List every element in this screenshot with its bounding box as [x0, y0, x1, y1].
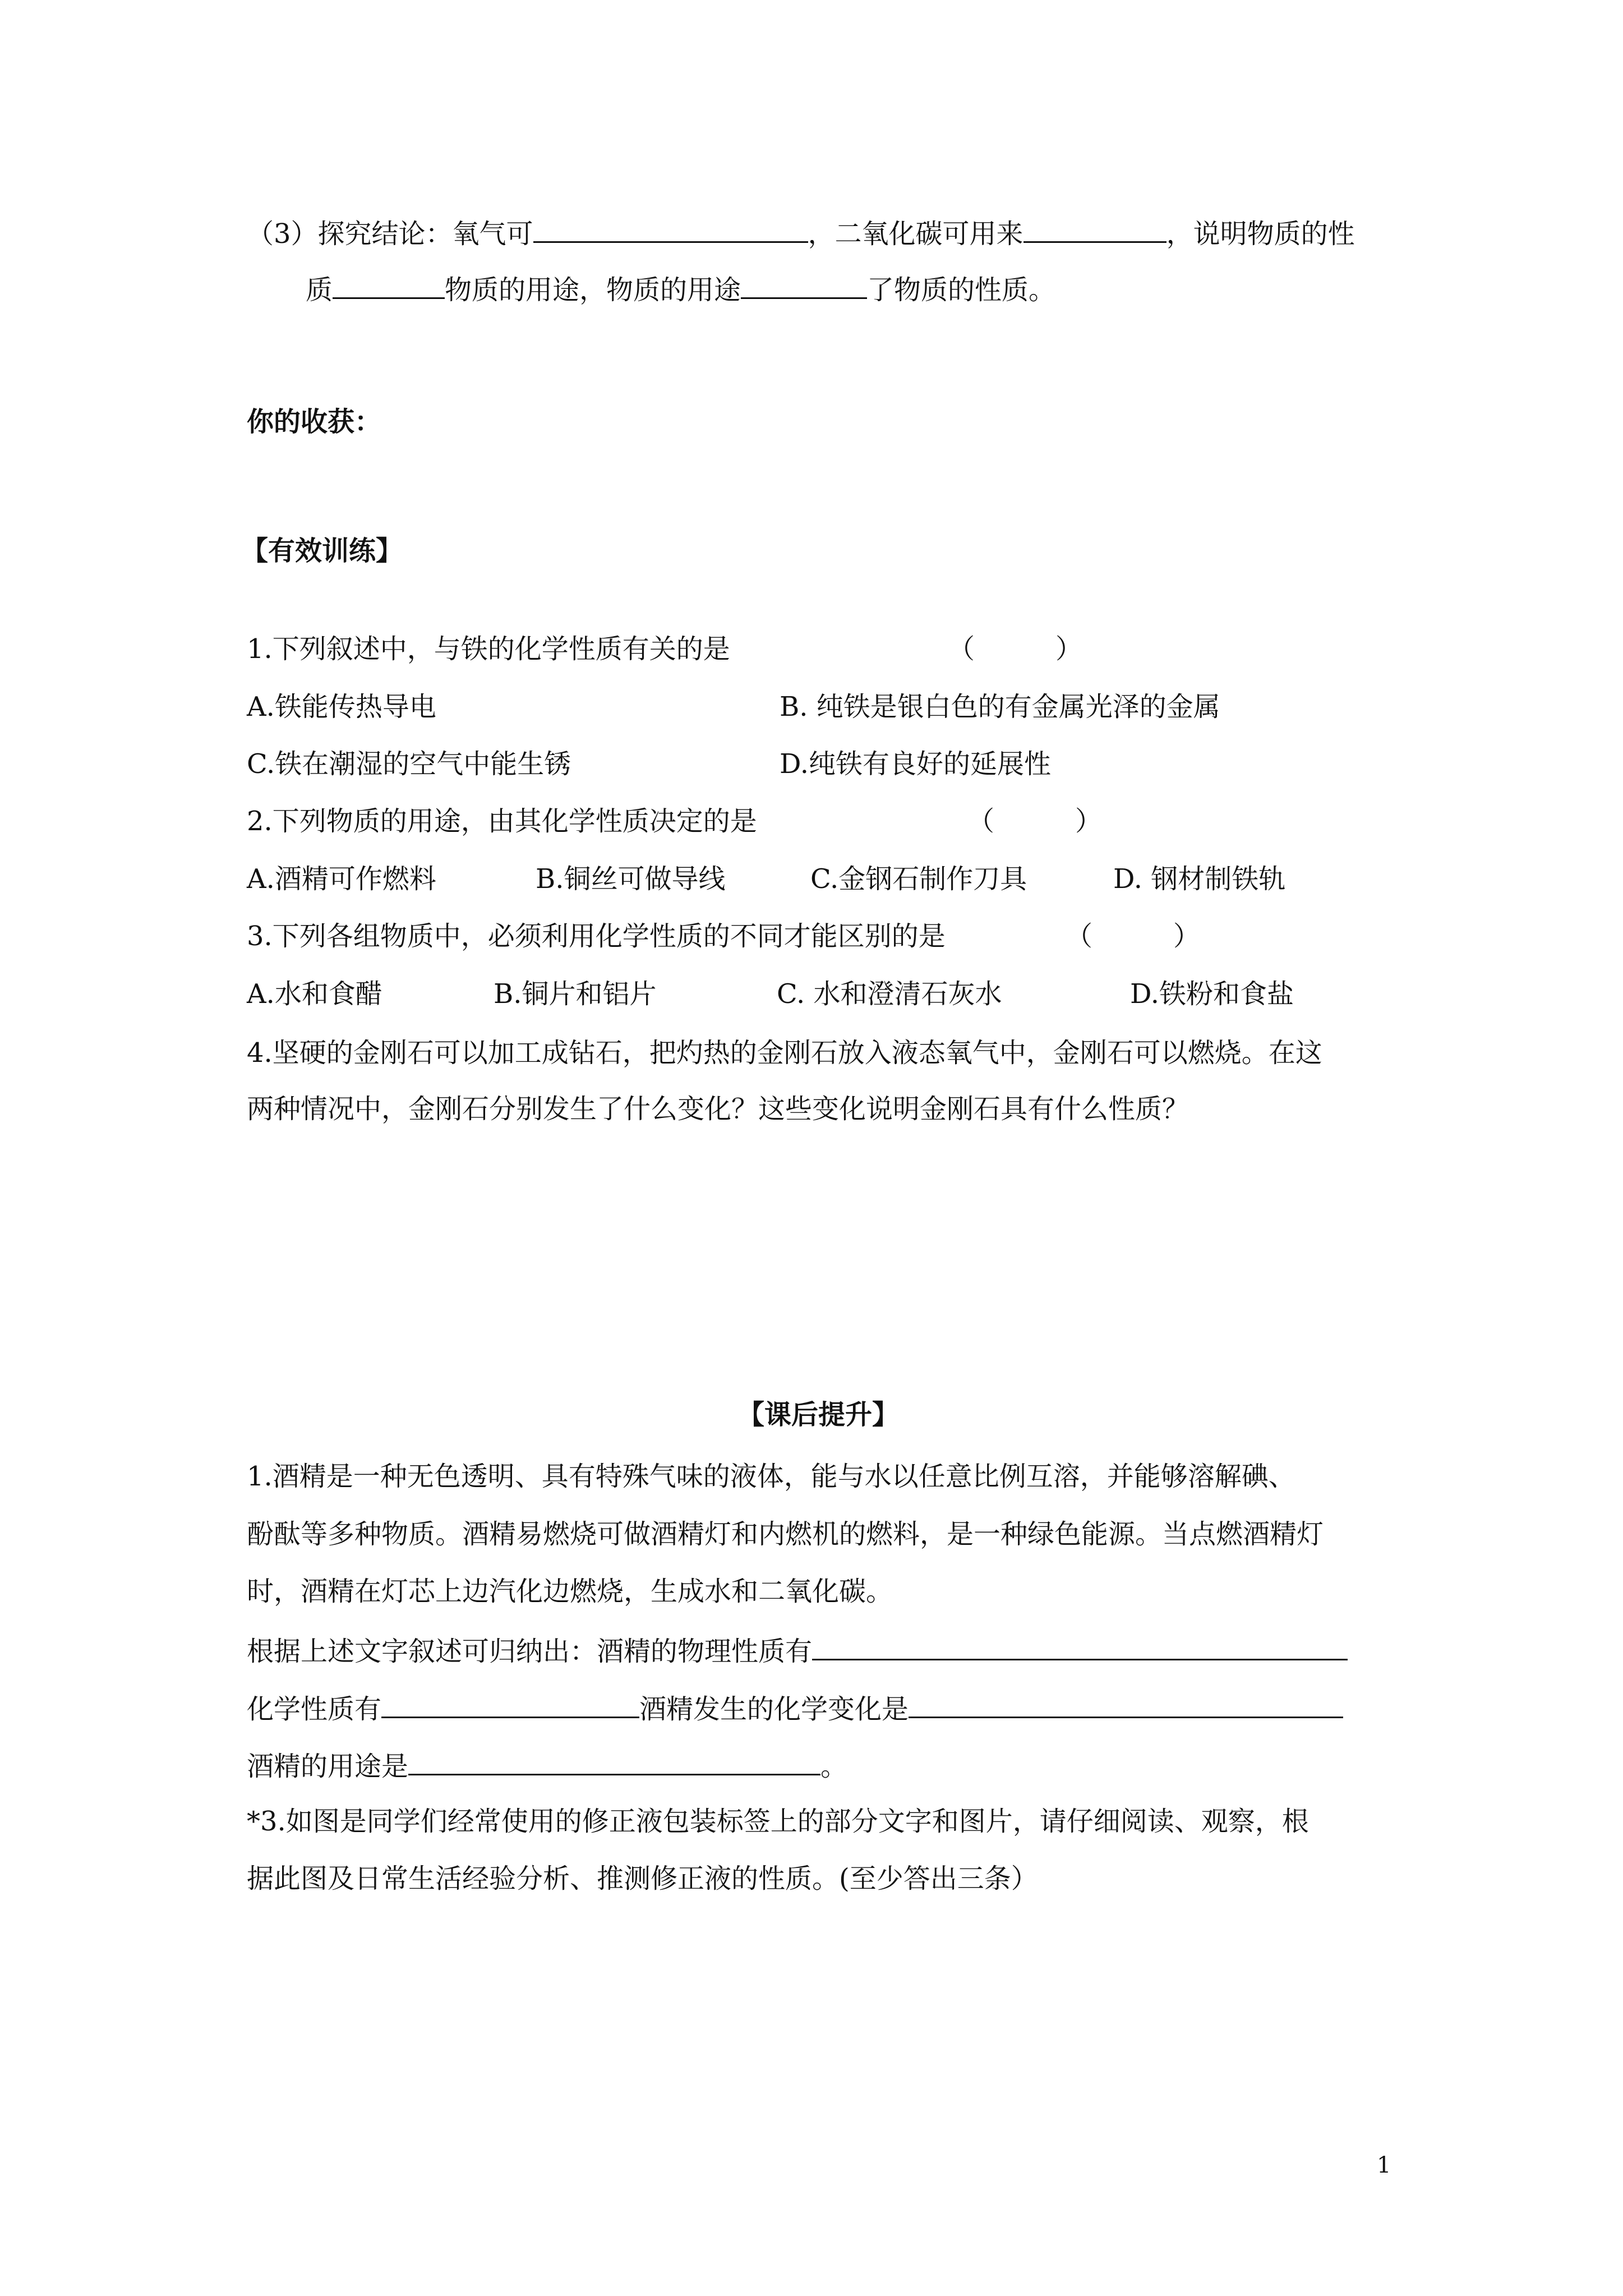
- fill-end: 。: [820, 1751, 848, 1782]
- answer-blank[interactable]: [812, 1631, 1348, 1660]
- alcohol-para-line-2: 酚酞等多种物质。酒精易燃烧可做酒精灯和内燃机的燃料，是一种绿色能源。当点燃酒精灯: [247, 1519, 1324, 1550]
- conclusion-text-2b: 物质的用途，物质的用途: [445, 274, 741, 306]
- q-star3-line-1: *3.如图是同学们经常使用的修正液包装标签上的部分文字和图片，请仔细阅读、观察，根: [247, 1806, 1309, 1837]
- conclusion-text-1c: ，说明物质的性: [1166, 218, 1355, 250]
- q3-stem: 3.下列各组物质中，必须利用化学性质的不同才能区别的是: [247, 921, 946, 952]
- fill-label-chemical: 化学性质有: [247, 1694, 382, 1725]
- conclusion-line-1: [247, 213, 1355, 252]
- fill-line-usage: [247, 1746, 847, 1784]
- q2-option-c: C.金钢石制作刀具: [810, 863, 1027, 895]
- q4-line-2: 两种情况中，金刚石分别发生了什么变化？这些变化说明金刚石具有什么性质？: [247, 1093, 1189, 1125]
- answer-blank[interactable]: [1023, 213, 1166, 243]
- q2-option-a: A.酒精可作燃料: [247, 863, 436, 895]
- conclusion-text-1b: ，二氧化碳可用来: [808, 218, 1023, 250]
- q1-option-a: A.铁能传热导电: [247, 691, 436, 723]
- q3-answer-paren[interactable]: （ ）: [1066, 921, 1201, 952]
- q3-option-b: B.铜片和铝片: [494, 978, 657, 1010]
- fill-line-chemical: [247, 1688, 1343, 1727]
- alcohol-para-line-3: 时，酒精在灯芯上边汽化边燃烧，生成水和二氧化碳。: [247, 1576, 893, 1607]
- fill-label-change: 酒精发生的化学变化是: [639, 1694, 909, 1725]
- q3-option-d: D.铁粉和食盐: [1130, 978, 1294, 1010]
- conclusion-text-2c: 了物质的性质。: [867, 274, 1056, 306]
- answer-blank[interactable]: [741, 269, 867, 299]
- q2-stem: 2.下列物质的用途，由其化学性质决定的是: [247, 806, 757, 837]
- q1-option-d: D.纯铁有良好的延展性: [780, 748, 1052, 780]
- q1-option-b: B. 纯铁是银白色的有金属光泽的金属: [780, 691, 1220, 723]
- answer-blank[interactable]: [533, 213, 808, 243]
- conclusion-text-1a: （3）探究结论：氧气可: [247, 218, 533, 250]
- harvest-label: 你的收获：: [247, 406, 382, 438]
- q2-option-b: B.铜丝可做导线: [536, 863, 726, 895]
- answer-blank[interactable]: [408, 1746, 820, 1775]
- conclusion-line-2: [306, 269, 1055, 308]
- q-star3-line-2: 据此图及日常生活经验分析、推测修正液的性质。(至少答出三条）: [247, 1863, 1038, 1894]
- q4-line-1: 4.坚硬的金刚石可以加工成钻石，把灼热的金刚石放入液态氧气中，金刚石可以燃烧。在这: [247, 1037, 1322, 1069]
- training-heading: 【有效训练】: [241, 535, 403, 567]
- q1-option-c: C.铁在潮湿的空气中能生锈: [247, 748, 571, 780]
- conclusion-text-2a: 质: [306, 274, 333, 306]
- answer-blank[interactable]: [909, 1688, 1343, 1718]
- alcohol-para-line-1: 1.酒精是一种无色透明、具有特殊气味的液体，能与水以任意比例互溶，并能够溶解碘、: [247, 1461, 1295, 1492]
- answer-blank[interactable]: [333, 269, 445, 299]
- q1-stem: 1.下列叙述中，与铁的化学性质有关的是: [247, 633, 730, 665]
- q2-answer-paren[interactable]: （ ）: [967, 806, 1103, 837]
- q3-option-c: C. 水和澄清石灰水: [777, 978, 1002, 1010]
- q1-answer-paren[interactable]: （ ）: [948, 633, 1083, 665]
- page-number: 1: [1377, 2152, 1391, 2178]
- q3-option-a: A.水和食醋: [247, 978, 382, 1010]
- after-heading: 【课后提升】: [737, 1399, 900, 1430]
- q2-option-d: D. 钢材制铁轨: [1113, 863, 1286, 895]
- fill-label-usage: 酒精的用途是: [247, 1751, 409, 1782]
- answer-blank[interactable]: [381, 1688, 639, 1718]
- fill-line-physical: [247, 1631, 1348, 1669]
- fill-label-physical: 根据上述文字叙述可归纳出：酒精的物理性质有: [247, 1636, 813, 1667]
